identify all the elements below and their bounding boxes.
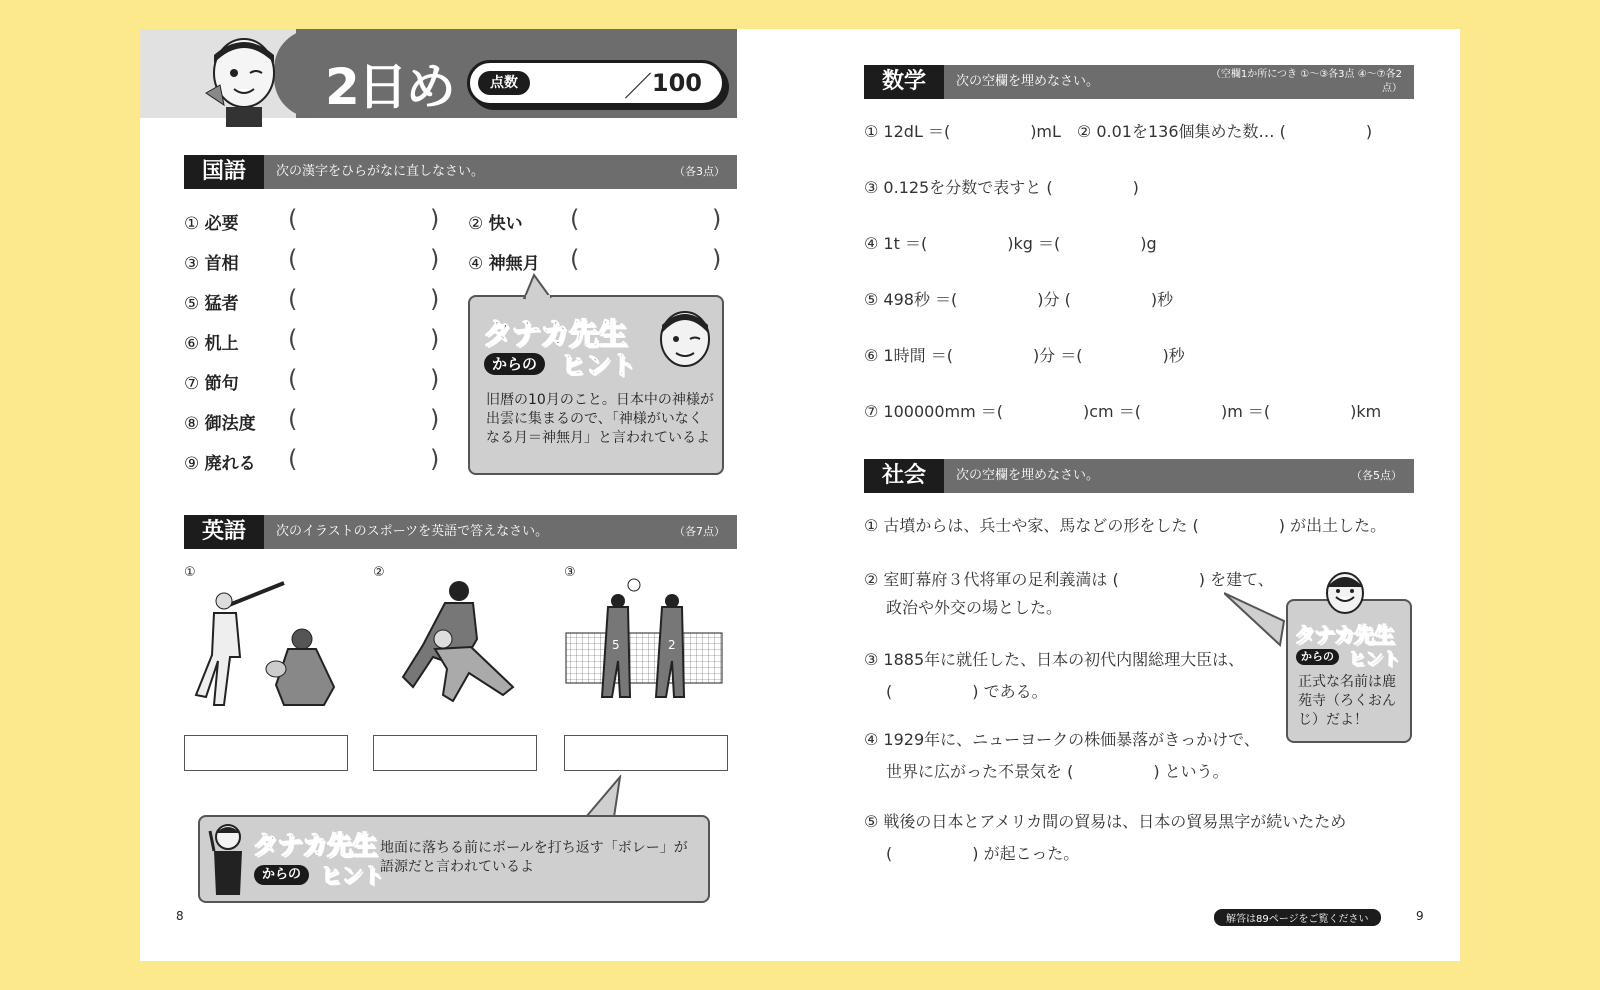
- teacher-figure-icon: [206, 821, 246, 897]
- social-question-cont: ( ) が起こった。: [886, 844, 1080, 863]
- math-question: ⑦ 100000mm ＝( )cm ＝( )m ＝( )km: [864, 402, 1382, 421]
- hint-logo: タナカ先生: [1294, 623, 1394, 647]
- hint-text: 正式な名前は鹿苑寺（ろくおんじ）だよ！: [1298, 674, 1396, 728]
- sugaku-points: （空欄1か所につき ①〜③各3点 ④〜⑦各2点）: [1210, 69, 1402, 94]
- kokugo-item: ⑤ 猛者: [184, 294, 239, 314]
- math-question: ④ 1t ＝( )kg ＝( )g: [864, 234, 1157, 253]
- score-total: 100: [651, 69, 702, 97]
- svg-text:2: 2: [668, 638, 676, 652]
- shakai-section-bar: [864, 459, 1414, 493]
- kokugo-item: ⑧ 御法度: [184, 414, 256, 434]
- kokugo-item: ② 快い: [468, 214, 523, 234]
- kokugo-title: 国語: [184, 155, 264, 189]
- eigo-hint-box: [198, 815, 710, 903]
- shakai-points: （各5点）: [1351, 469, 1402, 482]
- svg-text:5: 5: [612, 638, 620, 652]
- wrestling-illustration-icon: [373, 577, 535, 717]
- kokugo-item: ⑦ 節句: [184, 374, 239, 394]
- kokugo-item: ④ 神無月: [468, 254, 540, 274]
- hint-text: 地面に落ちる前にボールを打ち返す「ボレー」が語源だと言われているよ: [380, 840, 688, 875]
- social-question: ⑤ 戦後の日本とアメリカ間の貿易は、日本の貿易黒字が続いたため: [864, 812, 1347, 831]
- kokugo-hint-box: [468, 295, 724, 475]
- social-question: ① 古墳からは、兵士や家、馬などの形をした ( ) が出土した。: [864, 516, 1387, 535]
- pic-number: ①: [184, 565, 196, 580]
- sugaku-instruction: 次の空欄を埋めなさい。: [956, 74, 1100, 89]
- shakai-instruction: 次の空欄を埋めなさい。: [956, 468, 1100, 483]
- speech-tail: [1224, 591, 1286, 647]
- hint-logo: タナカ先生: [252, 831, 377, 861]
- math-question: ③ 0.125を分数で表すと ( ): [864, 178, 1139, 197]
- eigo-points: （各7点）: [674, 525, 725, 538]
- speech-tail: [584, 775, 624, 819]
- baseball-illustration-icon: [184, 577, 346, 717]
- math-question: ⑤ 498秒 ＝( )分 ( )秒: [864, 290, 1174, 309]
- eigo-answer-box[interactable]: [564, 735, 728, 771]
- social-question: ③ 1885年に就任した、日本の初代内閣総理大臣は、: [864, 650, 1245, 669]
- teacher-mascot-icon: [196, 33, 286, 129]
- pic-number: ③: [564, 565, 576, 580]
- pic-number: ②: [373, 565, 385, 580]
- page-number: 9: [1416, 909, 1424, 923]
- eigo-instruction: 次のイラストのスポーツを英語で答えなさい。: [276, 524, 549, 539]
- kokugo-item: ⑥ 机上: [184, 334, 239, 354]
- shakai-hint-box: [1286, 599, 1412, 743]
- kokugo-item: ③ 首相: [184, 254, 239, 274]
- hint-sub: からの: [484, 353, 545, 375]
- kokugo-points: （各3点）: [674, 165, 725, 178]
- eigo-answer-box[interactable]: [184, 735, 348, 771]
- sugaku-title: 数学: [864, 65, 944, 99]
- hint-sub: からの: [1296, 649, 1339, 665]
- score-field[interactable]: [467, 60, 725, 106]
- teacher-face-icon: [656, 307, 714, 369]
- eigo-title: 英語: [184, 515, 264, 549]
- speech-tail: [520, 273, 560, 299]
- teacher-face-icon: [1320, 569, 1370, 615]
- hint-logo2: ヒント: [1348, 649, 1399, 670]
- social-question-cont: 政治や外交の場とした。: [886, 598, 1063, 617]
- day-title: 2日め: [325, 58, 454, 116]
- math-question: ⑥ 1時間 ＝( )分 ＝( )秒: [864, 346, 1185, 365]
- kokugo-item: ⑨ 廃れる: [184, 454, 256, 474]
- kokugo-item: ① 必要: [184, 214, 239, 234]
- eigo-answer-box[interactable]: [373, 735, 537, 771]
- answer-note: 解答は89ページをご覧ください: [1214, 909, 1381, 926]
- score-label: 点数: [478, 71, 530, 95]
- page-number: 8: [176, 909, 184, 923]
- shakai-title: 社会: [864, 459, 944, 493]
- kokugo-instruction: 次の漢字をひらがなに直しなさい。: [276, 164, 485, 179]
- sugaku-section-bar: [864, 65, 1414, 99]
- social-question: ④ 1929年に、ニューヨークの株価暴落がきっかけで、: [864, 730, 1260, 749]
- score-slash: ／: [623, 70, 652, 103]
- eigo-section-bar: [184, 515, 737, 549]
- hint-sub: からの: [254, 865, 309, 885]
- hint-text: 旧暦の10月のこと。日本中の神様が出雲に集まるので、「神様がいなくなる月＝神無月」と言われているよ: [486, 392, 714, 446]
- hint-logo2: ヒント: [560, 351, 636, 381]
- volleyball-illustration-icon: [564, 577, 726, 717]
- left-page: 2日め 点数 ／ 100 国語 次の漢字をひらがなに直しなさい。 （各3点） ① 必要 ③ 首相 ⑤ 猛者 ⑥ 机上 ⑦ 節句 ⑧ 御法度 ⑨ 廃れる ( ) ( ) ( ) ( ) ( ) ( ) ( ) ② 快い ④ 神無月 ( ) ( ) タナカ先生 からの ヒント 旧暦の10月のこと。日本中の神様が出雲に集まるので、「神様がいなくなる月＝神無月」と言われているよ 英語 次のイラストのスポーツを英語で答えなさい。 （各7点） ① ② ③ 5 2 タナカ先生 からの ヒント 地面に落ちる前にボールを打ち返す「ボレー」が語源だと言われているよ 8: [140, 29, 800, 961]
- right-page: [800, 29, 1460, 961]
- hint-logo2: ヒント: [320, 864, 384, 889]
- hint-logo: タナカ先生: [482, 317, 627, 352]
- social-question: ② 室町幕府３代将軍の足利義満は ( ) を建て、: [864, 570, 1274, 589]
- kokugo-section-bar: [184, 155, 737, 189]
- social-question-cont: 世界に広がった不景気を ( ) という。: [886, 762, 1229, 781]
- social-question-cont: ( ) である。: [886, 682, 1048, 701]
- math-question: ① 12dL ＝( )mL ② 0.01を136個集めた数… ( ): [864, 122, 1373, 141]
